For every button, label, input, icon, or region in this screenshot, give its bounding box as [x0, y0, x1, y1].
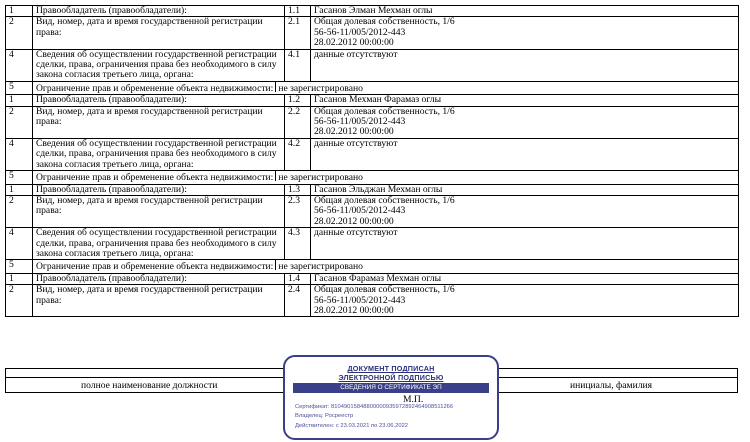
- row-subnumber: 1.4: [285, 273, 311, 284]
- row-label: Правообладатель (правообладатели):: [33, 6, 285, 17]
- table-row: [6, 273, 739, 284]
- restriction-value: не зарегистрировано: [278, 82, 363, 94]
- row-value: Общая долевая собственность, 1/6 56-56-11/005/2012-443 28.02.2012 00:00:00: [311, 285, 739, 317]
- row-value: Гасанов Эльджан Мехман оглы: [311, 184, 739, 195]
- row-label: Правообладатель (правообладатели):: [33, 273, 285, 284]
- row-value: данные отсутствуют: [311, 138, 739, 170]
- row-number: 2: [6, 17, 33, 49]
- stamp-certificate-number: Сертификат: 81049015848800000935972892464908511266: [295, 404, 454, 410]
- row-label: Сведения об осуществлении государственной регистрации сделки, права, ограничения права без необходимого в силу закона согласия третьего лица, органа:: [33, 138, 285, 170]
- restriction-divider: [275, 82, 276, 92]
- row-number: 1: [6, 273, 33, 284]
- restriction-label: Ограничение прав и обременение объекта недвижимости:: [36, 172, 274, 184]
- row-subnumber: 2.1: [285, 17, 311, 49]
- row-number: 5: [6, 260, 33, 273]
- row-value: данные отсутствуют: [311, 49, 739, 81]
- signature-left-border: [5, 368, 6, 392]
- row-number: 2: [6, 106, 33, 138]
- table-row: [6, 106, 739, 138]
- row-label: Вид, номер, дата и время государственной регистрации права:: [33, 106, 285, 138]
- row-subnumber: 1.3: [285, 184, 311, 195]
- stamp-owner: Владелец: Росреестр: [295, 413, 354, 419]
- row-value: Общая долевая собственность, 1/6 56-56-11/005/2012-443 28.02.2012 00:00:00: [311, 106, 739, 138]
- electronic-signature-stamp: [283, 355, 499, 440]
- restriction-cell: [33, 171, 739, 184]
- table-row-restriction: [6, 171, 739, 184]
- row-number: 4: [6, 49, 33, 81]
- stamp-title-line1: ДОКУМЕНТ ПОДПИСАН: [347, 364, 435, 373]
- row-label: Вид, номер, дата и время государственной регистрации права:: [33, 195, 285, 227]
- name-label: инициалы, фамилия: [570, 380, 653, 391]
- stamp-certificate-header: СВЕДЕНИЯ О СЕРТИФИКАТЕ ЭП: [293, 383, 489, 393]
- row-label: Правообладатель (правообладатели):: [33, 184, 285, 195]
- restriction-divider: [275, 171, 276, 181]
- row-subnumber: 1.1: [285, 6, 311, 17]
- row-label: Вид, номер, дата и время государственной регистрации права:: [33, 17, 285, 49]
- restriction-label: Ограничение прав и обременение объекта недвижимости:: [36, 261, 274, 273]
- row-number: 5: [6, 81, 33, 94]
- row-label: Вид, номер, дата и время государственной регистрации права:: [33, 285, 285, 317]
- restriction-cell: [33, 260, 739, 273]
- table-row: [6, 228, 739, 260]
- row-label: Правообладатель (правообладатели):: [33, 95, 285, 106]
- row-subnumber: 2.3: [285, 195, 311, 227]
- stamp-title-line2: ЭЛЕКТРОННОЙ ПОДПИСЬЮ: [338, 373, 444, 382]
- row-value: Гасанов Элман Мехман оглы: [311, 6, 739, 17]
- restriction-value: не зарегистрировано: [278, 172, 363, 184]
- rights-table: [5, 5, 739, 317]
- table-row-restriction: [6, 260, 739, 273]
- row-subnumber: 4.1: [285, 49, 311, 81]
- table-row: [6, 195, 739, 227]
- table-row: [6, 95, 739, 106]
- stamp-validity: Действителен: с 23.03.2021 по 23.06.2022: [295, 423, 409, 429]
- row-number: 2: [6, 285, 33, 317]
- row-number: 1: [6, 95, 33, 106]
- stamp-mp: М.П.: [403, 394, 424, 405]
- row-value: данные отсутствуют: [311, 228, 739, 260]
- row-label: Сведения об осуществлении государственной регистрации сделки, права, ограничения права без необходимого в силу закона согласия третьего лица, органа:: [33, 49, 285, 81]
- row-subnumber: 4.3: [285, 228, 311, 260]
- restriction-label: Ограничение прав и обременение объекта недвижимости:: [36, 82, 274, 94]
- row-number: 4: [6, 228, 33, 260]
- row-value: Гасанов Фарамаз Мехман оглы: [311, 273, 739, 284]
- row-subnumber: 2.2: [285, 106, 311, 138]
- table-row: [6, 285, 739, 317]
- row-subnumber: 2.4: [285, 285, 311, 317]
- table-row: [6, 17, 739, 49]
- table-row-restriction: [6, 81, 739, 94]
- row-subnumber: 1.2: [285, 95, 311, 106]
- row-subnumber: 4.2: [285, 138, 311, 170]
- row-number: 1: [6, 6, 33, 17]
- signature-right-border: [737, 368, 738, 392]
- row-label: Сведения об осуществлении государственной регистрации сделки, права, ограничения права без необходимого в силу закона согласия третьего лица, органа:: [33, 228, 285, 260]
- registry-document: [5, 5, 738, 317]
- table-row: [6, 49, 739, 81]
- position-label: полное наименование должности: [81, 380, 218, 391]
- row-number: 4: [6, 138, 33, 170]
- row-number: 5: [6, 171, 33, 184]
- row-number: 1: [6, 184, 33, 195]
- restriction-value: не зарегистрировано: [278, 261, 363, 273]
- table-row: [6, 184, 739, 195]
- row-number: 2: [6, 195, 33, 227]
- restriction-divider: [275, 260, 276, 270]
- table-row: [6, 6, 739, 17]
- table-row: [6, 138, 739, 170]
- row-value: Гасанов Мехман Фарамаз оглы: [311, 95, 739, 106]
- row-value: Общая долевая собственность, 1/6 56-56-11/005/2012-443 28.02.2012 00:00:00: [311, 195, 739, 227]
- restriction-cell: [33, 81, 739, 94]
- row-value: Общая долевая собственность, 1/6 56-56-11/005/2012-443 28.02.2012 00:00:00: [311, 17, 739, 49]
